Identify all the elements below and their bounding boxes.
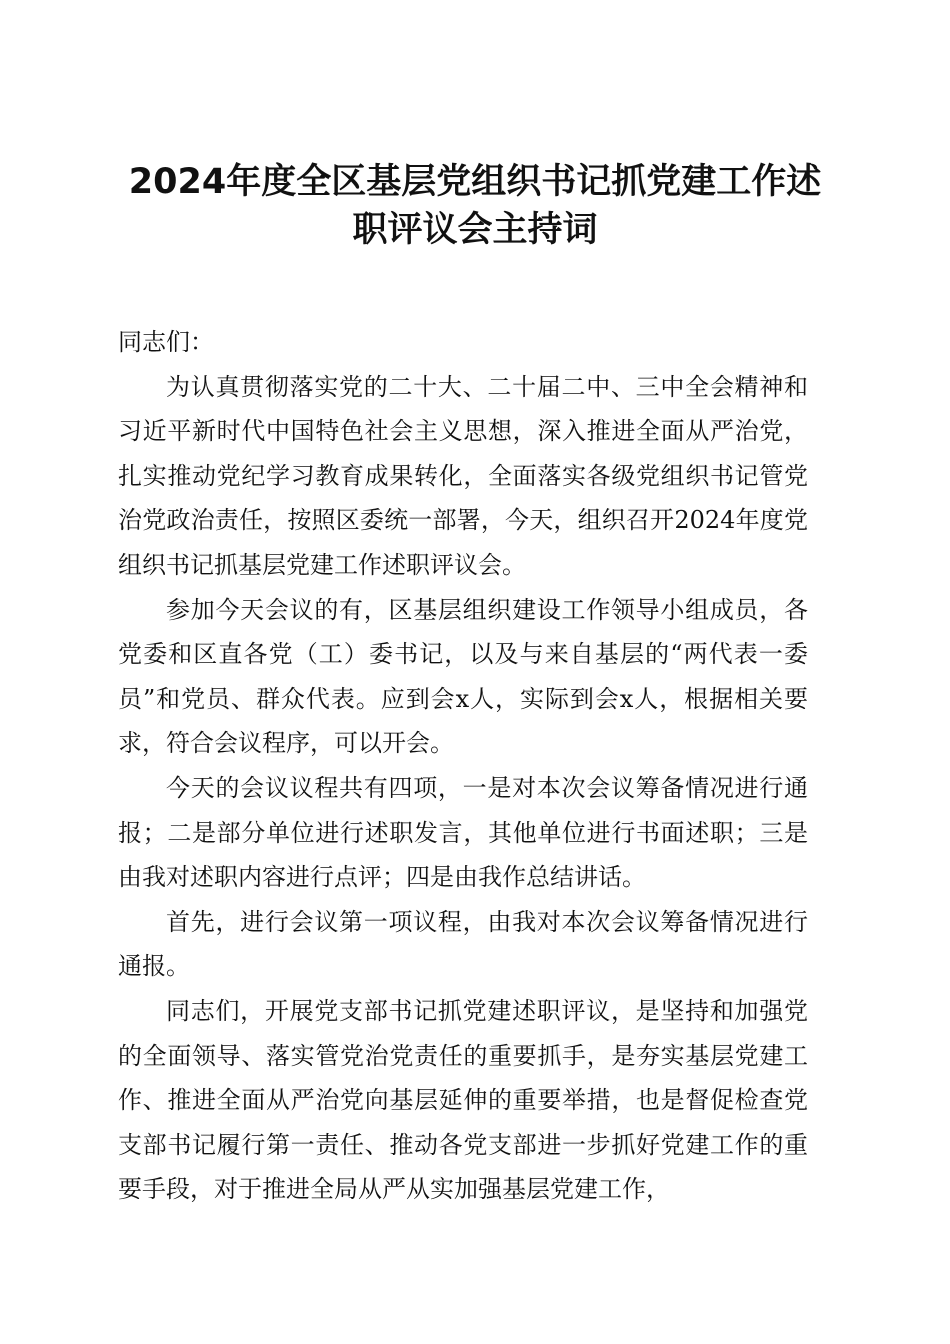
salutation: 同志们： (118, 328, 214, 356)
paragraph-opening: 为认真贯彻落实党的二十大、二十届二中、三中全会精神和习近平新时代中国特色社会主义思想，深入推进全面从严治党，扎实推动党纪学习教育成果转化，全面落实各级党组织书记管党治党政治责任，按照区委统一部署，今天，组织召开2024年度党组织书记抓基层党建工作述职评议会。 (118, 372, 808, 579)
document-title (110, 158, 840, 254)
paragraph-significance: 同志们，开展党支部书记抓党建述职评议，是坚持和加强党的全面领导、落实管党治党责任的重要抓手，是夯实基层党建工作、推进全面从严治党向基层延伸的重要举措，也是督促检查党支部书记履行第一责任、推动各党支部进一步抓好党建工作的重要手段，对于推进全局从严从实加强基层党建工作， (118, 996, 808, 1204)
document-body (118, 320, 808, 1212)
paragraph-attendees: 参加今天会议的有，区基层组织建设工作领导小组成员，各党委和区直各党（工）委书记，以及与来自基层的“两代表一委员”和党员、群众代表。应到会x人，实际到会x人，根据相关要求，符合会议程序，可以开会。 (118, 595, 808, 758)
paragraph-agenda: 今天的会议议程共有四项，一是对本次会议筹备情况进行通报；二是部分单位进行述职发言，其他单位进行书面述职；三是由我对述职内容进行点评；四是由我作总结讲话。 (118, 773, 808, 892)
title-line-1: 2024年度全区基层党组织书记抓党建工作述 (128, 162, 822, 202)
paragraph-first-item: 首先，进行会议第一项议程，由我对本次会议筹备情况进行通报。 (118, 907, 808, 981)
title-line-2: 职评议会主持词 (352, 210, 598, 250)
